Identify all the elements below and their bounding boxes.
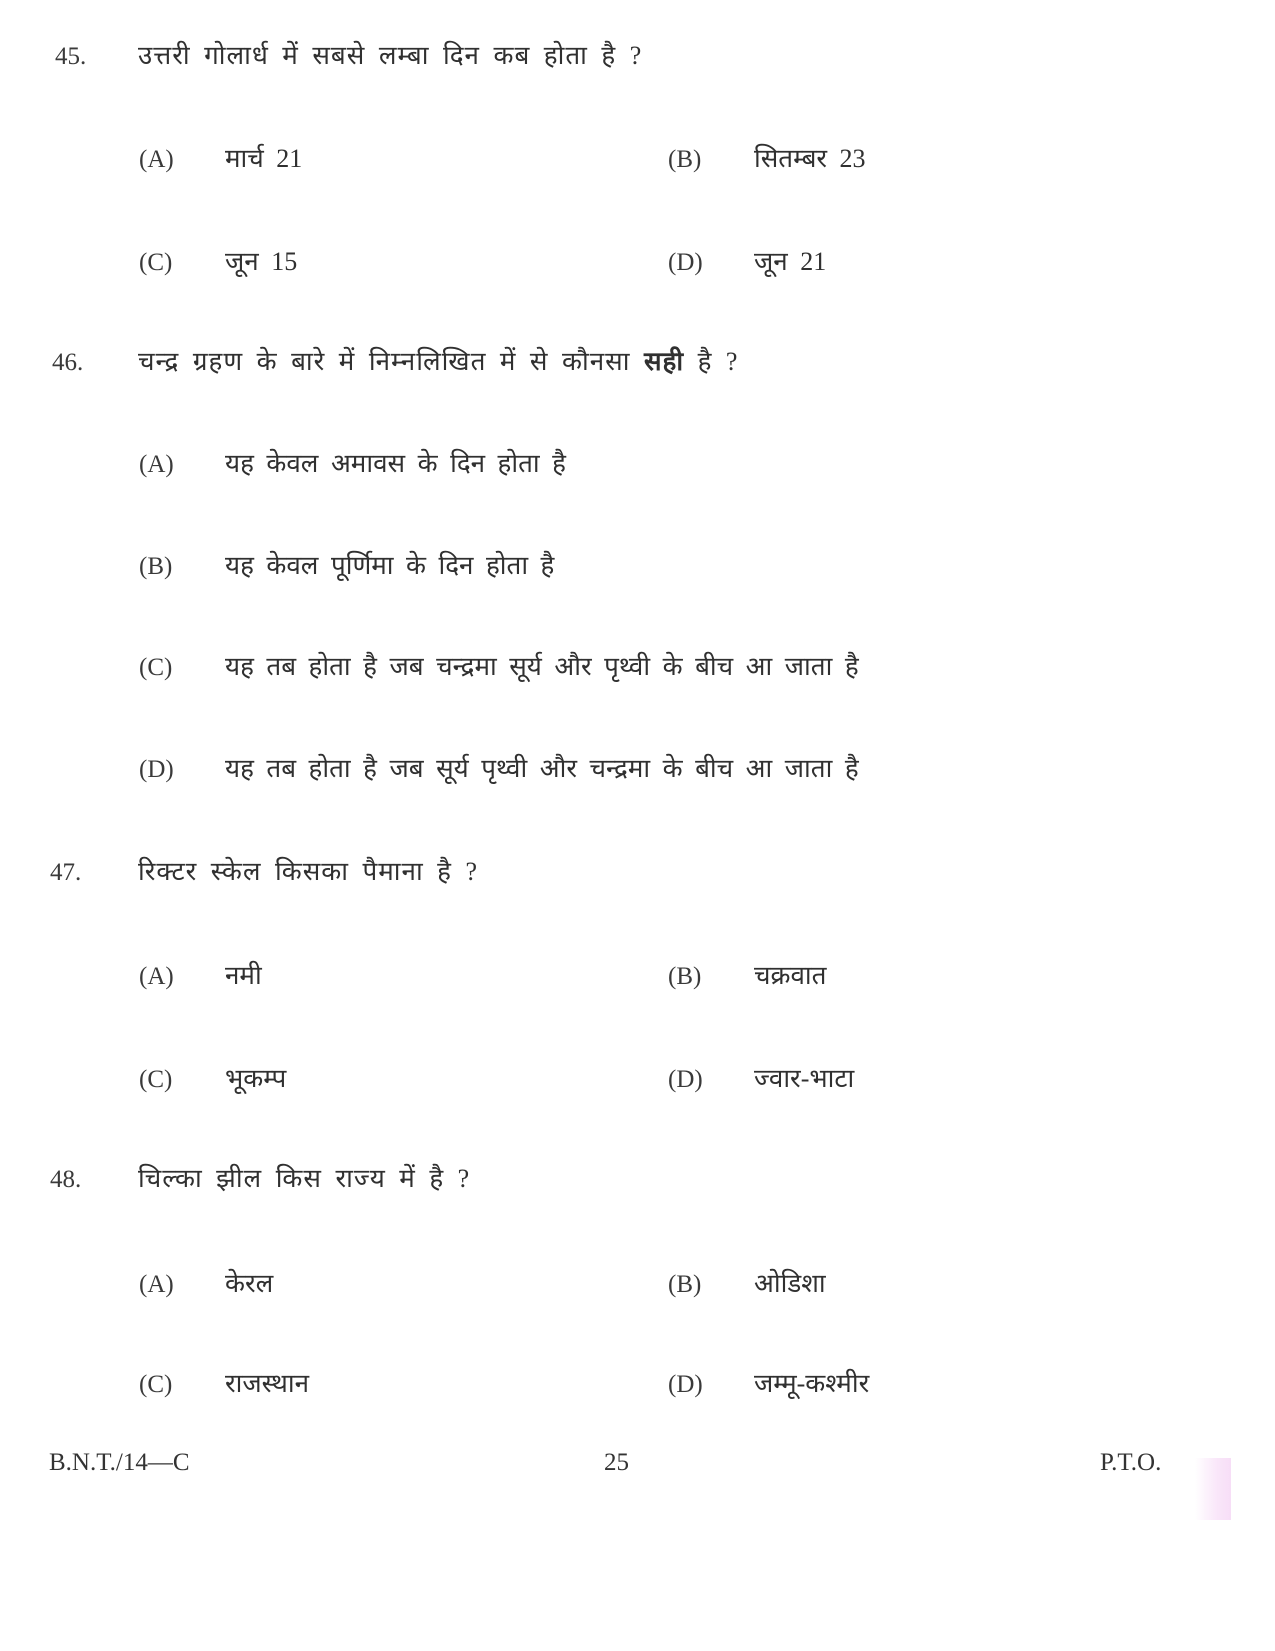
option-label-b: (B) [668, 146, 702, 173]
page-number: 25 [604, 1449, 629, 1476]
option-label-b: (B) [139, 553, 173, 580]
option-text-d: यह तब होता है जब सूर्य पृथ्वी और चन्द्रमा के बीच आ जाता है [225, 754, 859, 783]
option-label-b: (B) [668, 963, 702, 990]
option-text-b: सितम्बर 23 [754, 144, 866, 173]
option-label-d: (D) [668, 1066, 703, 1093]
option-label-c: (C) [139, 1371, 173, 1398]
option-text-d: ज्वार-भाटा [754, 1064, 855, 1093]
option-text-a: नमी [225, 961, 262, 990]
option-label-a: (A) [139, 451, 174, 478]
option-text-b: ओडिशा [754, 1269, 826, 1298]
option-text-a: मार्च 21 [225, 144, 303, 173]
option-text-d: जम्मू-कश्मीर [754, 1369, 870, 1398]
option-text-d: जून 21 [754, 247, 827, 276]
question-text-emphasis: सही [643, 347, 685, 376]
option-text-b: चक्रवात [754, 961, 827, 990]
question-number: 47. [50, 859, 82, 886]
option-text-c: जून 15 [225, 247, 298, 276]
question-number: 45. [55, 43, 87, 70]
question-text-after-bold: है ? [697, 347, 739, 376]
question-text-before-bold: चन्द्र ग्रहण के बारे में निम्नलिखित में से कौनसा [138, 347, 631, 376]
option-label-d: (D) [139, 756, 174, 783]
option-label-b: (B) [668, 1271, 702, 1298]
option-text-c: भूकम्प [225, 1064, 287, 1093]
question-text: उत्तरी गोलार्ध में सबसे लम्बा दिन कब होता है ? [138, 41, 643, 70]
question-number: 48. [50, 1166, 82, 1193]
option-text-c: यह तब होता है जब चन्द्रमा सूर्य और पृथ्वी के बीच आ जाता है [225, 652, 859, 681]
option-label-a: (A) [139, 146, 174, 173]
question-number: 46. [52, 349, 84, 376]
scan-artifact [1195, 1458, 1231, 1520]
option-label-c: (C) [139, 249, 173, 276]
question-text [138, 349, 738, 375]
option-text-b: यह केवल पूर्णिमा के दिन होता है [225, 551, 555, 580]
booklet-code: B.N.T./14—C [49, 1449, 190, 1476]
option-text-a: केरल [225, 1269, 274, 1298]
option-label-c: (C) [139, 1066, 173, 1093]
option-label-d: (D) [668, 249, 703, 276]
option-label-d: (D) [668, 1371, 703, 1398]
please-turn-over: P.T.O. [1100, 1449, 1162, 1476]
question-text: रिक्टर स्केल किसका पैमाना है ? [138, 857, 479, 886]
question-text: चिल्का झील किस राज्य में है ? [138, 1164, 471, 1193]
option-label-c: (C) [139, 654, 173, 681]
option-text-a: यह केवल अमावस के दिन होता है [225, 449, 566, 478]
option-label-a: (A) [139, 963, 174, 990]
option-text-c: राजस्थान [225, 1369, 310, 1398]
option-label-a: (A) [139, 1271, 174, 1298]
